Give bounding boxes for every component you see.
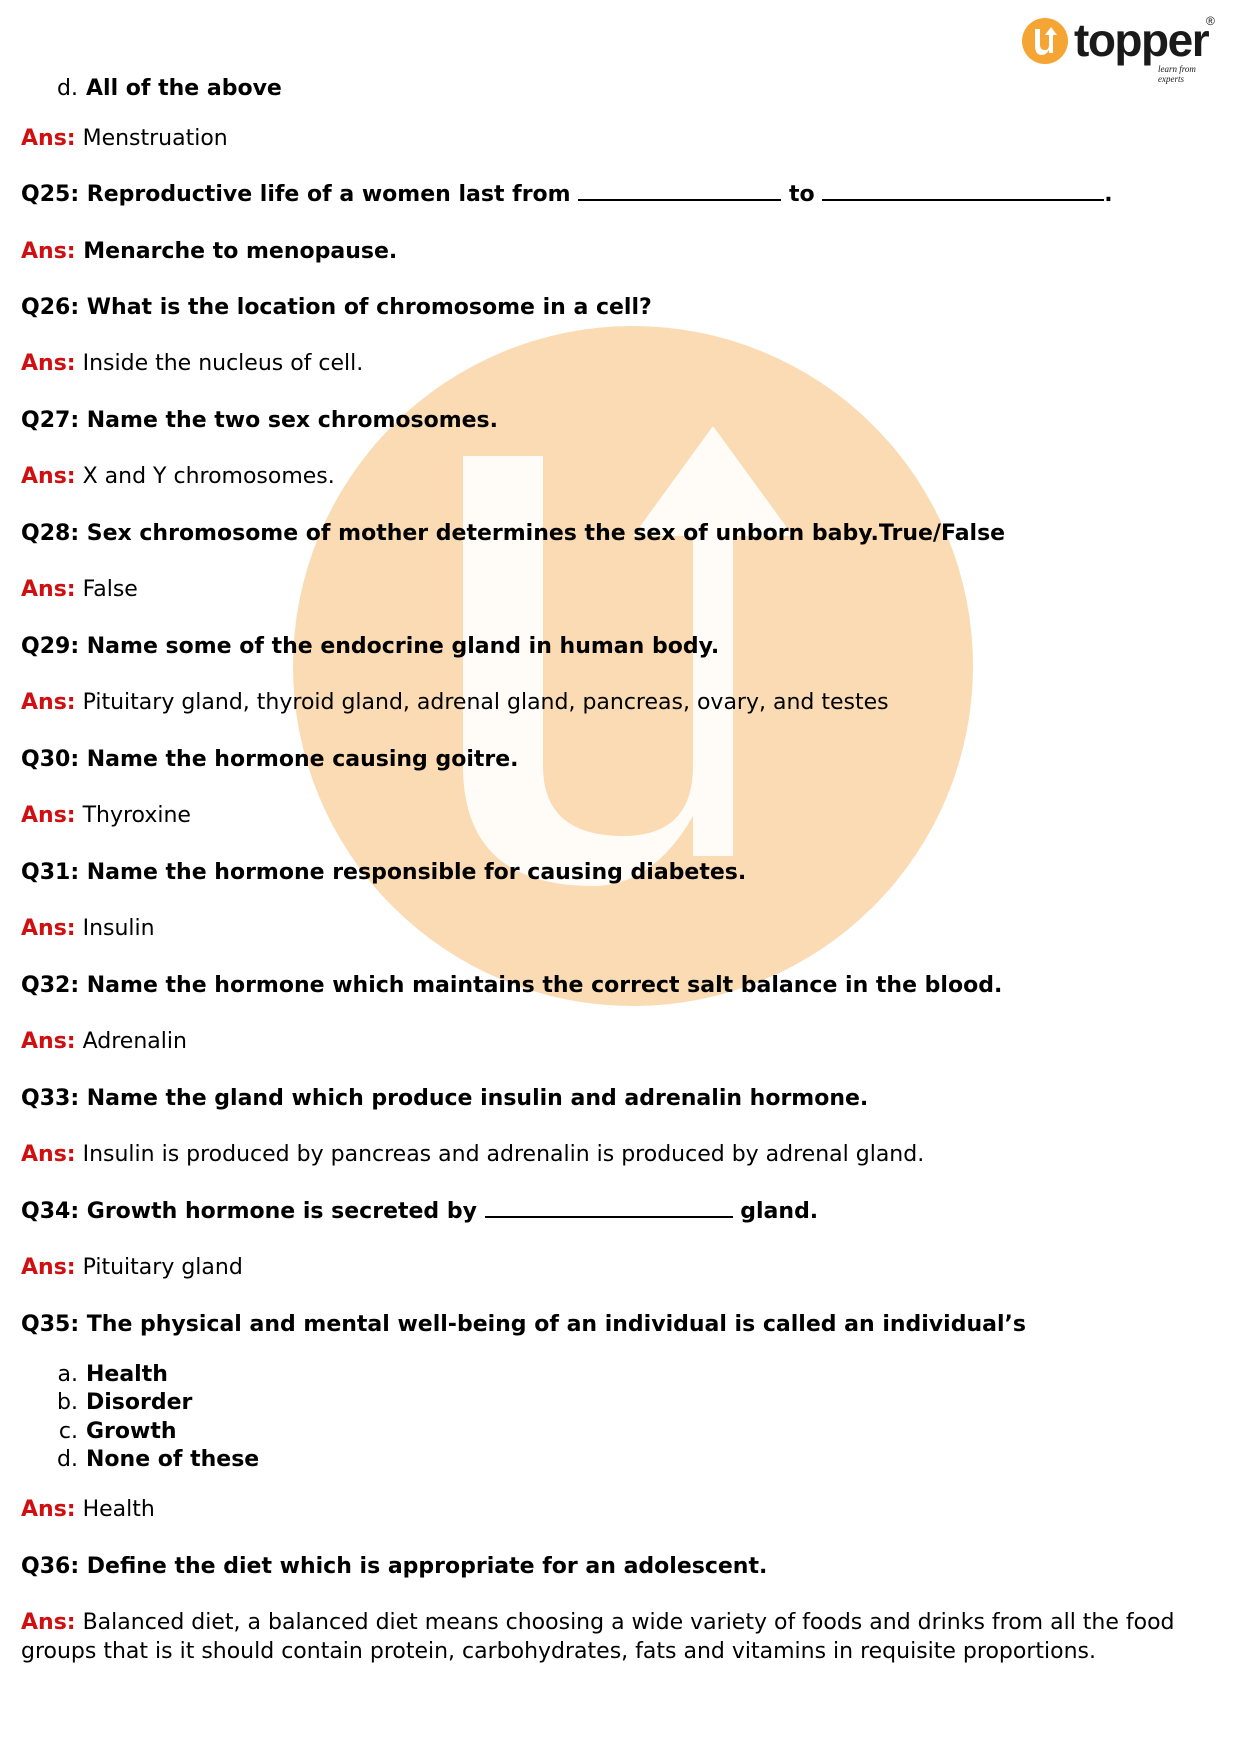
answer-25 (21, 238, 397, 266)
answer-32 (21, 1028, 187, 1056)
question-26: Q26: What is the location of chromosome in a cell? (21, 295, 652, 320)
answer-text: Pituitary gland, thyroid gland, adrenal gland, pancreas, ovary, and testes (82, 690, 889, 715)
answer-label: Ans: (21, 126, 76, 151)
question-35: Q35: The physical and mental well-being of an individual is called an individual’s (21, 1312, 1026, 1337)
option-text: Growth (86, 1419, 177, 1444)
question-text-end: . (1104, 182, 1113, 207)
answer-text: Inside the nucleus of cell. (82, 351, 364, 376)
question-text: Q34: Growth hormone is secreted by (21, 1199, 477, 1224)
q35-option-a (50, 1361, 168, 1389)
answer-24 (21, 125, 228, 153)
topper-logo (1022, 14, 1222, 84)
answer-text: Insulin (82, 916, 155, 941)
answer-36 (21, 1608, 1211, 1666)
answer-34 (21, 1254, 243, 1282)
option-letter: a. (57, 1362, 78, 1387)
answer-text: Menarche to menopause. (83, 239, 398, 264)
answer-text: Insulin is produced by pancreas and adrenalin is produced by adrenal gland. (82, 1142, 925, 1167)
question-28: Q28: Sex chromosome of mother determines the sex of unborn baby.True/False (21, 521, 1006, 546)
question-34 (21, 1198, 818, 1226)
answer-text: False (82, 577, 138, 602)
answer-label: Ans: (21, 803, 76, 828)
question-25 (21, 181, 1113, 209)
question-31: Q31: Name the hormone responsible for causing diabetes. (21, 860, 747, 885)
brand-tagline: learn from experts (1158, 64, 1196, 84)
answer-33 (21, 1141, 924, 1169)
answer-30 (21, 802, 191, 830)
answer-text: Adrenalin (82, 1029, 187, 1054)
fill-blank (578, 181, 781, 201)
answer-label: Ans: (21, 916, 76, 941)
q24-option-d (50, 75, 282, 103)
answer-text: X and Y chromosomes. (82, 464, 335, 489)
answer-text: Balanced diet, a balanced diet means choosing a wide variety of foods and drinks from all the food groups that is it should contain protein, carbohydrates, fats and vitamins in requisite proportions. (21, 1610, 1175, 1664)
answer-label: Ans: (21, 1255, 76, 1280)
answer-label: Ans: (21, 239, 76, 264)
fill-blank (485, 1198, 733, 1218)
answer-27 (21, 463, 335, 491)
answer-28 (21, 576, 138, 604)
fill-blank (822, 181, 1104, 201)
option-text: None of these (86, 1447, 260, 1472)
registered-mark: ® (1206, 14, 1215, 28)
answer-text: Thyroxine (82, 803, 191, 828)
option-text: Disorder (86, 1390, 193, 1415)
answer-29 (21, 689, 889, 717)
answer-label: Ans: (21, 1610, 76, 1635)
q35-option-c (50, 1418, 177, 1446)
answer-31 (21, 915, 155, 943)
answer-label: Ans: (21, 1029, 76, 1054)
option-letter: d. (57, 76, 78, 101)
option-letter: c. (58, 1419, 78, 1444)
answer-35 (21, 1496, 155, 1524)
option-text: Health (86, 1362, 168, 1387)
q35-option-b (50, 1389, 192, 1417)
brand-name: topper (1074, 14, 1209, 66)
question-27: Q27: Name the two sex chromosomes. (21, 408, 498, 433)
answer-text: Pituitary gland (82, 1255, 243, 1280)
question-36: Q36: Define the diet which is appropriate for an adolescent. (21, 1554, 768, 1579)
question-30: Q30: Name the hormone causing goitre. (21, 747, 519, 772)
question-32: Q32: Name the hormone which maintains the correct salt balance in the blood. (21, 973, 1003, 998)
answer-label: Ans: (21, 464, 76, 489)
topper-logo-icon (1022, 18, 1068, 64)
answer-26 (21, 350, 363, 378)
option-letter: d. (57, 1447, 78, 1472)
answer-label: Ans: (21, 351, 76, 376)
option-letter: b. (57, 1390, 78, 1415)
question-text: Q25: Reproductive life of a women last from (21, 182, 571, 207)
answer-label: Ans: (21, 1497, 76, 1522)
answer-label: Ans: (21, 1142, 76, 1167)
answer-label: Ans: (21, 690, 76, 715)
answer-label: Ans: (21, 577, 76, 602)
question-29: Q29: Name some of the endocrine gland in human body. (21, 634, 720, 659)
question-33: Q33: Name the gland which produce insulin and adrenalin hormone. (21, 1086, 869, 1111)
q35-option-d (50, 1446, 259, 1474)
answer-text: Health (82, 1497, 155, 1522)
option-text: All of the above (86, 76, 282, 101)
question-text-end: gland. (740, 1199, 819, 1224)
answer-text: Menstruation (82, 126, 228, 151)
question-text-mid: to (788, 182, 815, 207)
